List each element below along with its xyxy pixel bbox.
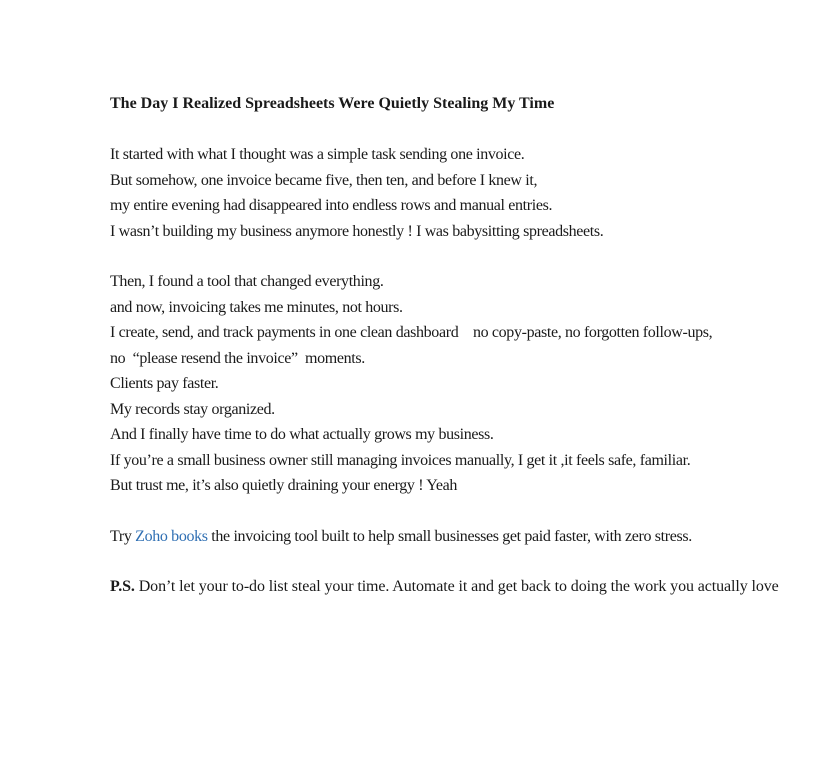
call-to-action — [110, 524, 786, 550]
paragraph-line: Then, I found a tool that changed everything. — [110, 273, 384, 290]
paragraph-spacer — [110, 244, 786, 269]
paragraph-solution — [110, 269, 786, 499]
paragraph-line: no “please resend the invoice” moments. — [110, 349, 365, 367]
document-body — [110, 92, 786, 600]
paragraph-line: If you’re a small business owner still managing invoices manually, I get it ,it feels safe, familiar. — [110, 451, 691, 469]
ps-text: Don’t let your to-do list steal your time. Automate it and get back to doing the work you actually love — [134, 578, 779, 595]
paragraph-line: And I finally have time to do what actually grows my business. — [110, 426, 494, 443]
paragraph-intro — [110, 142, 786, 244]
paragraph-spacer — [110, 499, 786, 524]
cta-suffix: the invoicing tool built to help small businesses get paid faster, with zero stress. — [207, 527, 692, 545]
document-title: The Day I Realized Spreadsheets Were Quietly Stealing My Time — [110, 95, 555, 112]
paragraph-line: I wasn’t building my business anymore honestly ! I was babysitting spreadsheets. — [110, 222, 604, 240]
cta-prefix: Try — [110, 527, 136, 545]
zoho-books-link[interactable]: Zoho books — [135, 527, 208, 545]
paragraph-line: It started with what I thought was a simple task sending one invoice. — [110, 146, 525, 163]
paragraph-line: My records stay organized. — [110, 400, 275, 418]
paragraph-line: But trust me, it’s also quietly draining your energy ! Yeah — [110, 477, 458, 494]
paragraph-line: I create, send, and track payments in one clean dashboard no copy-paste, no forgotten follow-ups, — [110, 324, 713, 341]
paragraph-line: my entire evening had disappeared into endless rows and manual entries. — [110, 197, 553, 214]
ps-label: P.S. — [110, 578, 135, 595]
paragraph-spacer — [110, 549, 786, 574]
paragraph-line: Clients pay faster. — [110, 375, 219, 392]
postscript — [110, 574, 786, 600]
paragraph-line: But somehow, one invoice became five, then ten, and before I knew it, — [110, 171, 538, 189]
paragraph-line: and now, invoicing takes me minutes, not hours. — [110, 298, 403, 316]
